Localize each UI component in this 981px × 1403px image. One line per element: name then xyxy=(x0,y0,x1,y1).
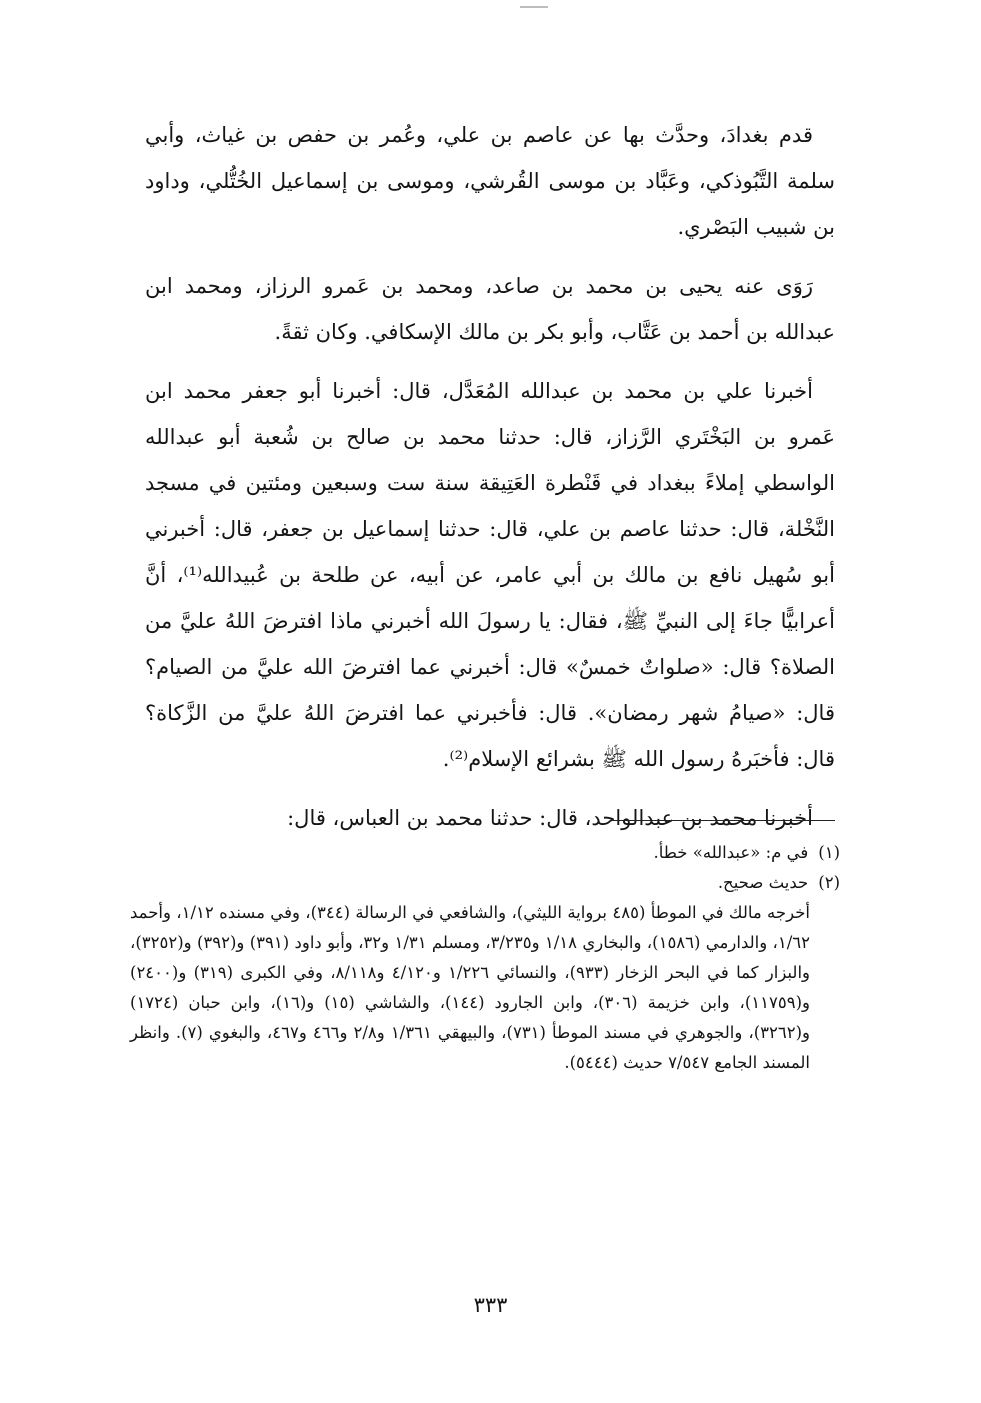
footnotes-block xyxy=(130,838,840,1078)
footnote-2-number: (٢) xyxy=(818,873,840,892)
footnote-divider xyxy=(610,820,835,821)
paragraph-narrators-from: رَوَى عنه يحيى بن محمد بن صاعد، ومحمد بن عَمرو الرزاز، ومحمد ابن عبدالله بن أحمد بن عَتَّاب، وأبو بكر بن مالك الإسكافي. وكان ثقةً. xyxy=(145,274,835,344)
paragraph-next-chain: أخبرنا محمد بن عبدالواحد، قال: حدثنا محمد بن العباس، قال: xyxy=(287,806,813,830)
paragraph-narrators-heard: قدم بغدادَ، وحدَّث بها عن عاصم بن علي، وعُمر بن حفص بن غياث، وأبي سلمة التَّبُوذكي، وعَبَّاد بن موسى القُرشي، وموسى بن إسماعيل الخُتُّلي، وداود بن شبيب البَصْري. xyxy=(145,123,835,239)
footnote-1-number: (١) xyxy=(818,843,840,862)
footnote-1-text: في م: «عبدالله» خطأ. xyxy=(653,843,809,862)
top-margin-mark xyxy=(520,6,548,8)
footnote-2-takhrij: أخرجه مالك في الموطأ (٤٨٥ برواية الليثي)، والشافعي في الرسالة (٣٤٤)، وفي مسنده ١/١٢، وأحمد ١/٦٢، والدارمي (١٥٨٦)، والبخاري ١/١٨ و٣/٢٣٥، ومسلم ١/٣١ و٣٢، وأبو داود (٣٩١) و(٣٩٢) و(٣٢٥٢)، والبزار كما في البحر الزخار (٩٣٣)، والنسائي ١/٢٢٦ و٤/١٢٠ و٨/١١٨، وفي الكبرى (٣١٩) و(٢٤٠٠) و(١١٧٥٩)، وابن خزيمة (٣٠٦)، وابن الجارود (١٤٤)، والشاشي (١٥) و(١٦)، وابن حبان (١٧٢٤) و(٣٢٦٢)، والجوهري في مسند الموطأ (٧٣١)، والبيهقي ١/٣٦١ و٢/٨ و٤٦٦ و٤٦٧، والبغوي (٧). وانظر المسند الجامع ٧/٥٤٧ حديث (٥٤٤٤). xyxy=(130,903,811,1072)
footnote-1 xyxy=(130,838,840,868)
footnote-2-text: حديث صحيح. xyxy=(717,873,809,892)
footnote-2 xyxy=(130,868,840,898)
paragraph-hadith: أخبرنا علي بن محمد بن عبدالله المُعَدَّل، قال: أخبرنا أبو جعفر محمد ابن عَمرو بن البَخْتَري الرَّزاز، قال: حدثنا محمد بن صالح بن شُعبة أبو عبدالله الواسطي إملاءً ببغداد في قَنْطرة العَتِيقة سنة ست وسبعين ومئتين في مسجد النَّخْلة، قال: حدثنا عاصم بن علي، قال: حدثنا إسماعيل بن جعفر، قال: أخبرني أبو سُهيل نافع بن مالك بن أبي عامر، عن أبيه، عن طلحة بن عُبيدالله⁽¹⁾، أنَّ أعرابيًّا جاءَ إلى النبيِّ ﷺ، فقال: يا رسولَ الله أخبرني ماذا افترضَ اللهُ عليَّ من الصلاة؟ قال: «صلواتٌ خمسٌ» قال: أخبرني عما افترضَ الله عليَّ من الصيام؟ قال: «صيامُ شهر رمضان». قال: فأخبرني عما افترضَ اللهُ عليَّ من الزَّكاة؟ قال: فأخبَرهُ رسول الله ﷺ بشرائع الإسلام⁽²⁾. xyxy=(145,379,835,771)
page-number: ٣٣٣ xyxy=(473,1293,508,1317)
main-text-block xyxy=(145,112,835,854)
